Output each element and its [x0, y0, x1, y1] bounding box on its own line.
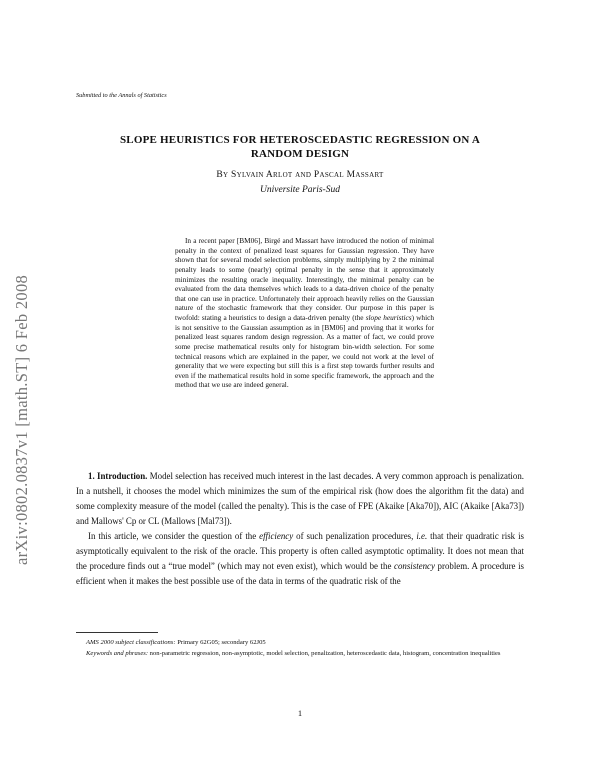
introduction-section — [76, 469, 524, 589]
intro-p2-emph-ie: i.e. — [416, 531, 428, 541]
section-heading: 1. Introduction. — [88, 471, 148, 481]
msc-label: AMS 2000 subject classifications: — [86, 639, 176, 646]
intro-p2-emph-consistency: consistency — [394, 561, 435, 571]
affiliation: Universite Paris-Sud — [260, 185, 340, 195]
intro-paragraph-1 — [76, 469, 524, 529]
submitted-note: Submitted to the Annals of Statistics — [76, 92, 167, 99]
title-line-1: SLOPE HEURISTICS FOR HETEROSCEDASTIC REGRESSION ON A — [119, 134, 481, 146]
abstract-text-2: ) which is not sensitive to the Gaussian assumption as in [BM06] and proving that it works for penalized least squares random design regression. As a matter of fact, we could prove some precise mathematical results only for histogram bin-width selection. For some technical reasons which are explained in the paper, we could not work at the level of generality that we were expecting but still this is a first step towards further results and even if the mathematical results hold in some specific framework, the approach and the method that we use are indeed general. — [175, 313, 434, 390]
abstract-emphasis: slope heuristics — [365, 313, 412, 322]
intro-paragraph-2 — [76, 529, 524, 589]
intro-p2-text-g: problem. A procedure is efficient when it makes the best possible use of the data in terms of the quadratic risk of the — [76, 561, 524, 586]
keywords-text: non-parametric regression, non-asymptotic, model selection, penalization, heteroscedastic data, histogram, concentration inequalities — [148, 650, 501, 657]
authors: By Sylvain Arlot and Pascal Massart — [216, 170, 384, 180]
msc-text: Primary 62G05; secondary 62J05 — [175, 639, 266, 646]
abstract — [175, 236, 434, 390]
page-number: 1 — [297, 708, 303, 718]
paper-title — [76, 133, 524, 161]
arxiv-stamp: arXiv:0802.0837v1 [math.ST] 6 Feb 2008 — [12, 274, 31, 565]
intro-p1-text: Model selection has received much interest in the last decades. A very common approach is penalization. In a nutshell, it chooses the model which minimizes the sum of the empirical risk (how does the algorithm fit the data) and some complexity measure of the model (called the penalty). This is the case of FPE (Akaike [Aka70]), AIC (Akaike [Aka73]) and Mallows' Cp or CL (Mallows [Mal73]). — [76, 471, 524, 526]
abstract-text-1: In a recent paper [BM06], Birgé and Massart have introduced the notion of minimal penalty in the context of penalized least squares for Gaussian regression. They have shown that for several model selection problems, simply multiplying by 2 the minimal penalty leads to some (nearly) optimal penalty in the sense that it approximately minimizes the resulting oracle inequality. Interestingly, the minimal penalty can be evaluated from the data themselves which leads to a data-driven choice of the penalty that one can use in practice. Unfortunately their approach heavily relies on the Gaussian nature of the stochastic framework that they consider. Our purpose in this paper is twofold: stating a heuristics to design a data-driven penalty (the — [175, 236, 434, 322]
keywords-label: Keywords and phrases: — [86, 650, 149, 657]
intro-p2-text-a: In this article, we consider the question of the — [88, 531, 260, 541]
intro-p2-text-e: that their quadratic risk is asymptotically equivalent to the risk of the oracle. This property is often called asymptotic optimality. It does not mean that the procedure finds out a “true model” (which may not even exist), which would be the — [76, 531, 525, 571]
title-line-2: RANDOM DESIGN — [250, 148, 350, 160]
footnote-rule — [76, 632, 158, 633]
footnote-msc — [76, 638, 524, 649]
intro-p2-text-c: of such penalization procedures, — [293, 531, 417, 541]
intro-p2-emph-efficiency: efficiency — [259, 531, 294, 541]
footnote-keywords — [76, 649, 524, 660]
